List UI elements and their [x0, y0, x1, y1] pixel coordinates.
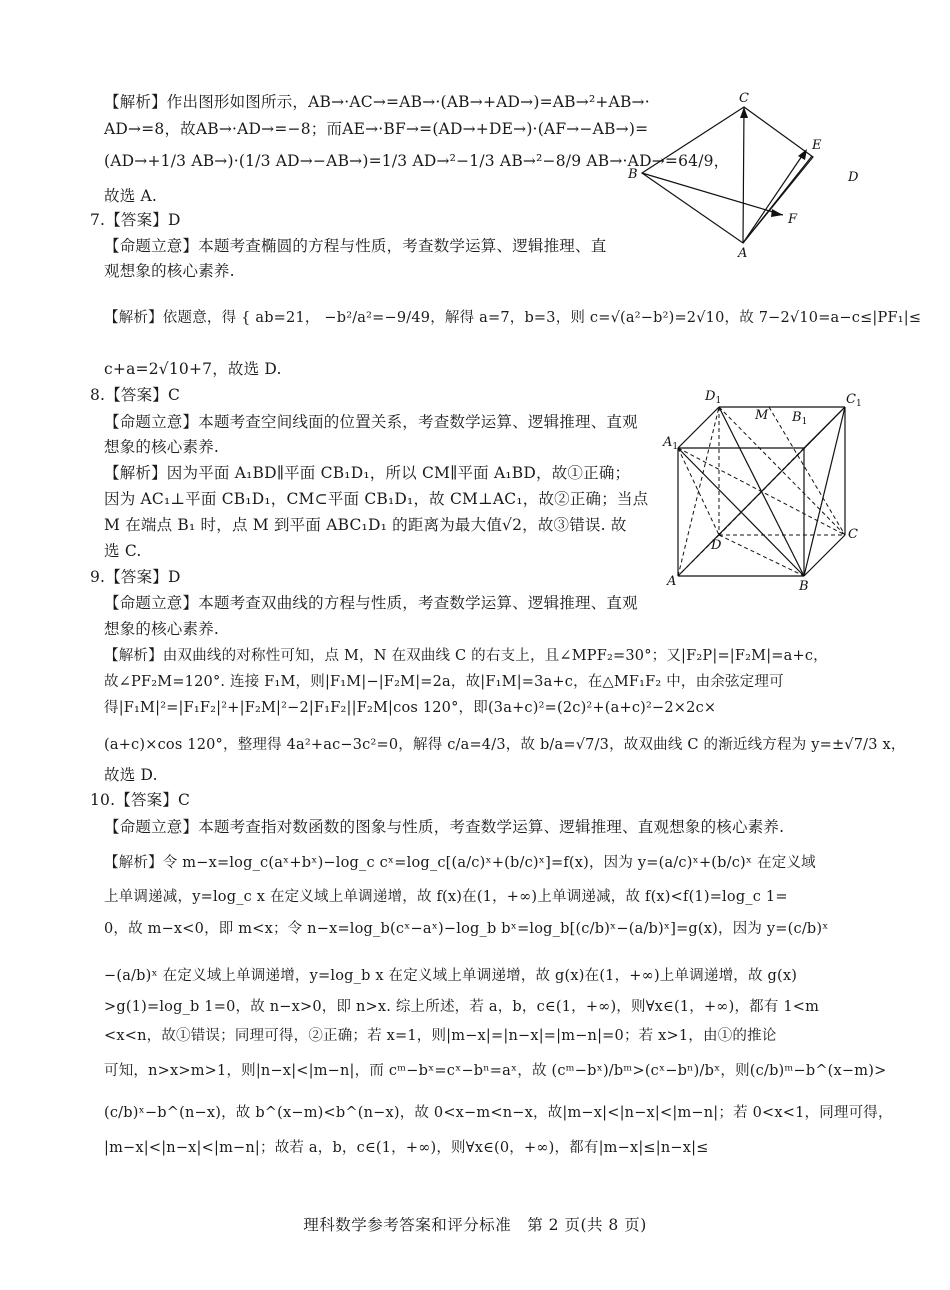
- text-line: c+a=2√10+7，故选 D.: [104, 360, 282, 378]
- text-line: 【解析】由双曲线的对称性可知，点 M，N 在双曲线 C 的右支上，且∠MPF₂=30°；又|F₂P|=|F₂M|=a+c，: [104, 648, 828, 664]
- text-line: −(a/b)ˣ 在定义域上单调递增，y=log_b x 在定义域上单调递增，故 g(x)在(1，+∞)上单调递增，故 g(x): [104, 968, 798, 984]
- label-A: A: [738, 246, 748, 261]
- label-D: D: [848, 170, 859, 185]
- label-E: E: [812, 138, 822, 153]
- text-line: 故∠PF₂M=120°. 连接 F₁M，则|F₁M|−|F₂M|=2a，故|F₁M|=3a+c，在△MF₁F₂ 中，由余弦定理可: [104, 674, 784, 690]
- text-line: 想象的核心素养.: [104, 620, 220, 638]
- label-C: C: [848, 527, 858, 542]
- label-B: B: [799, 579, 809, 594]
- text-line: 上单调递减，y=log_c x 在定义域上单调递增，故 f(x)在(1，+∞)上单调递减，故 f(x)<f(1)=log_c 1=: [104, 889, 788, 905]
- text-line: 故选 D.: [104, 766, 158, 784]
- text-line: 【命题立意】本题考查空间线面的位置关系，考查数学运算、逻辑推理、直观: [104, 413, 638, 431]
- label-C1: $C_1$: [846, 392, 862, 409]
- text-line: 因为 AC₁⊥平面 CB₁D₁，CM⊂平面 CB₁D₁，故 CM⊥AC₁，故②正确；当点: [104, 490, 649, 508]
- label-D1: $D_1$: [705, 389, 722, 406]
- text-line: |m−x|<|n−x|<|m−n|；故若 a，b，c∈(1，+∞)，则∀x∈(0，+∞)，都有|m−x|≤|n−x|≤: [104, 1140, 709, 1156]
- label-A1: $A_1$: [663, 435, 679, 452]
- text-line: 【解析】因为平面 A₁BD∥平面 CB₁D₁，所以 CM∥平面 A₁BD，故①正确；: [104, 464, 631, 482]
- label-F: F: [788, 212, 798, 227]
- text-line: 【命题立意】本题考查指对数函数的图象与性质，考查数学运算、逻辑推理、直观想象的核心素养.: [104, 818, 785, 836]
- text-line: (AD→+1/3 AB→)·(1/3 AD→−AB→)=1/3 AD→²−1/3 AB→²−8/9 AB→·AD→=64/9，: [104, 152, 730, 170]
- text-line: >g(1)=log_b 1=0，故 n−x>0，即 n>x. 综上所述，若 a，b，c∈(1，+∞)，则∀x∈(1，+∞)，都有 1<m: [104, 999, 820, 1015]
- text-line: (c/b)ˣ−b^(n−x)，故 b^(x−m)<b^(n−x)，故 0<x−m<n−x，故|m−x|<|n−x|<|m−n|；若 0<x<1，同理可得，: [104, 1105, 893, 1121]
- text-line: M 在端点 B₁ 时，点 M 到平面 ABC₁D₁ 的距离为最大值√2，故③错误. 故: [104, 516, 627, 534]
- text-line: <x<n，故①错误；同理可得，②正确；若 x=1，则|m−x|=|n−x|=|m−n|=0；若 x>1，由①的推论: [104, 1028, 777, 1044]
- text-line: 观想象的核心素养.: [104, 262, 235, 280]
- vector-figure: [620, 85, 870, 265]
- text-line: 选 C.: [104, 542, 142, 560]
- text-line: (a+c)×cos 120°，整理得 4a²+ac−3c²=0，解得 c/a=4/3，故 b/a=√7/3，故双曲线 C 的渐近线方程为 y=±√7/3 x，: [104, 737, 906, 753]
- text-line: 得|F₁M|²=|F₁F₂|²+|F₂M|²−2|F₁F₂||F₂M|cos 120°，即(3a+c)²=(2c)²+(a+c)²−2×2c×: [104, 700, 717, 716]
- label-A: A: [667, 574, 677, 589]
- text-line: 8.【答案】C: [90, 386, 181, 404]
- text-line: 【命题立意】本题考查椭圆的方程与性质，考查数学运算、逻辑推理、直: [104, 237, 607, 255]
- label-B: B: [628, 167, 638, 182]
- text-line: 9.【答案】D: [90, 568, 181, 586]
- text-line: 0，故 m−x<0，即 m<x；令 n−x=log_b(cˣ−aˣ)−log_b bˣ=log_b[(c/b)ˣ−(a/b)ˣ]=g(x)，因为 y=(c/b)ˣ: [104, 921, 829, 937]
- text-line: 【命题立意】本题考查双曲线的方程与性质，考查数学运算、逻辑推理、直观: [104, 594, 638, 612]
- cube-figure: [665, 380, 875, 595]
- label-M: M: [755, 408, 769, 423]
- label-C: C: [739, 91, 749, 106]
- text-line: 可知，n>x>m>1，则|n−x|<|m−n|，而 cᵐ−bˣ=cˣ−bⁿ=aˣ，故 (cᵐ−bˣ)/bᵐ>(cˣ−bⁿ)/bˣ，则(c/b)ᵐ−b^(x−m)>: [104, 1063, 887, 1079]
- text-line: 10.【答案】C: [90, 791, 191, 809]
- text-line: AD→=8，故AB→·AD→=−8；而AE→·BF→=(AD→+DE→)·(AF→−AB→)=: [104, 120, 649, 138]
- text-line: 【解析】作出图形如图所示，AB→·AC→=AB→·(AB→+AD→)=AB→²+AB→·: [104, 93, 650, 111]
- text-line: 故选 A.: [104, 187, 158, 205]
- text-line: 【解析】依题意，得 { ab=21， −b²/a²=−9/49，解得 a=7，b=3，则 c=√(a²−b²)=2√10，故 7−2√10=a−c≤|PF₁|≤: [104, 310, 922, 326]
- label-D: D: [711, 538, 722, 553]
- text-line: 7.【答案】D: [90, 211, 181, 229]
- text-line: 想象的核心素养.: [104, 438, 220, 456]
- text-line: 【解析】令 m−x=log_c(aˣ+bˣ)−log_c cˣ=log_c[(a/c)ˣ+(b/c)ˣ]=f(x)，因为 y=(a/c)ˣ+(b/c)ˣ 在定义域: [104, 855, 816, 871]
- label-B1: $B_1$: [792, 410, 808, 427]
- page-footer: 理科数学参考答案和评分标准 第 2 页(共 8 页): [303, 1216, 647, 1234]
